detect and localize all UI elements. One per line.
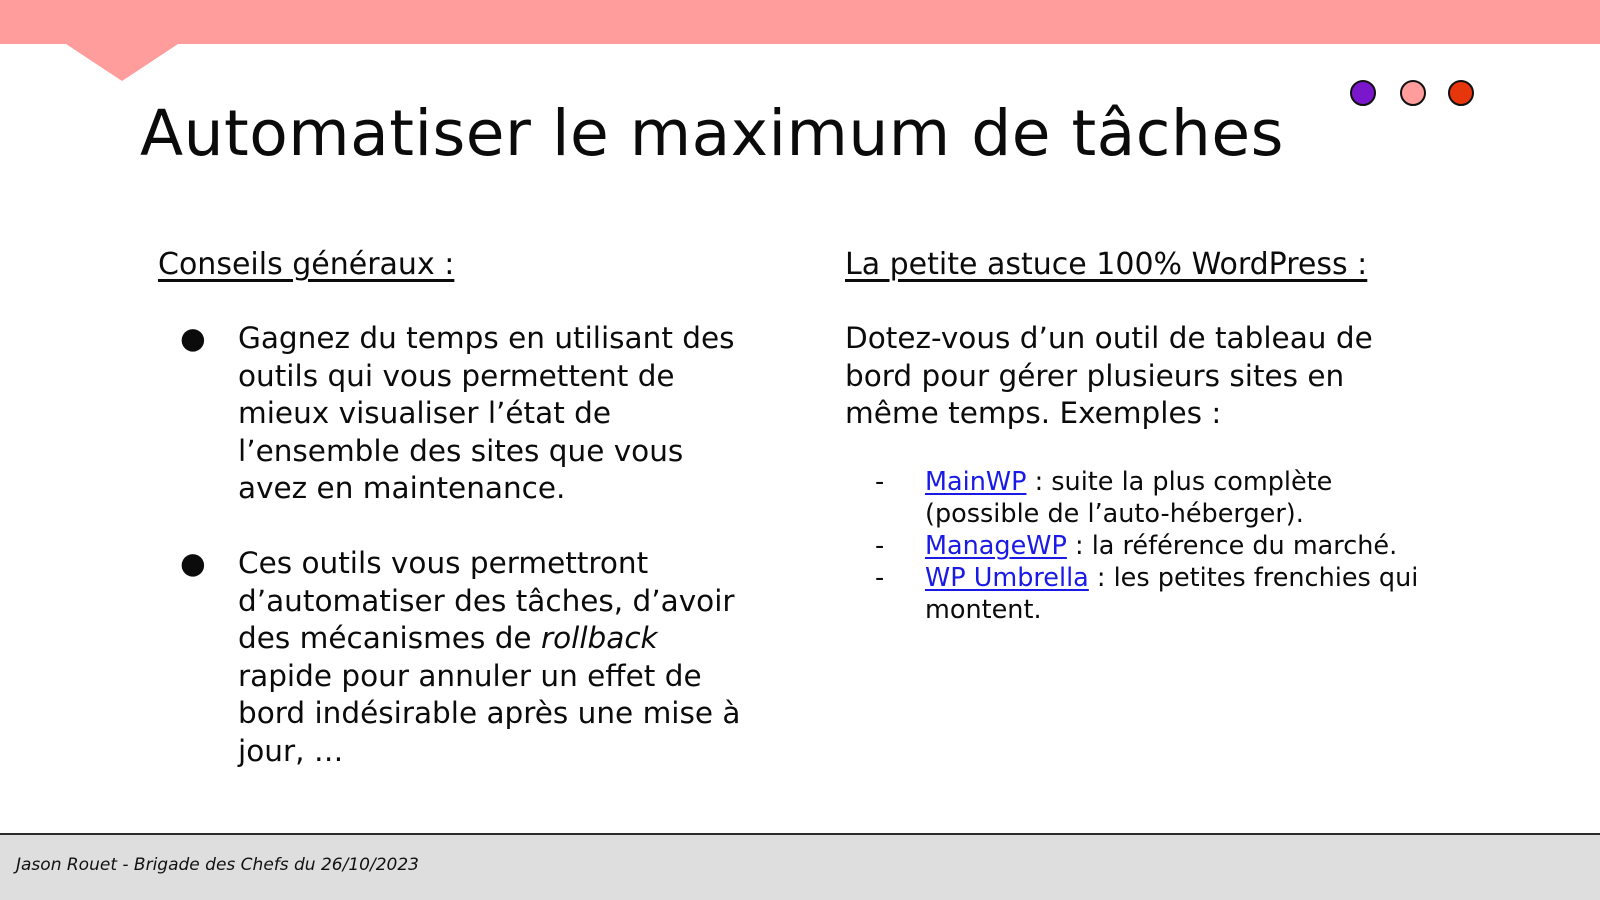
bullet-text: Gagnez du temps en utilisant des outils qui vous permettent de mieux visualiser l’état de l’ensemble des sites que vous avez en maintenance. — [238, 321, 735, 505]
left-column — [158, 245, 778, 768]
list-item — [178, 320, 758, 508]
example-desc: : la référence du marché. — [1066, 531, 1398, 561]
dash-icon: - — [875, 563, 885, 593]
top-notch — [66, 44, 178, 81]
slide-title: Automatiser le maximum de tâches — [140, 97, 1284, 170]
dash-icon: - — [875, 467, 885, 497]
wp-umbrella-link[interactable]: WP Umbrella — [925, 563, 1089, 593]
right-intro: Dotez-vous d’un outil de tableau de bord pour gérer plusieurs sites en même temps. Exemples : — [845, 321, 1373, 430]
tips-list — [178, 320, 758, 808]
bullet-text-end: rapide pour annuler un effet de bord indésirable après une mise à jour, … — [238, 658, 741, 768]
top-band — [0, 0, 1600, 44]
bullet-icon: ● — [180, 321, 206, 355]
list-item — [875, 530, 1435, 562]
example-desc: : suite la plus complète (possible de l’auto-héberger). — [925, 467, 1333, 529]
examples-list — [875, 466, 1435, 626]
list-item — [178, 545, 758, 770]
example-desc: : les petites frenchies qui montent. — [925, 563, 1419, 625]
list-item — [875, 562, 1435, 626]
footer-credit: Jason Rouet - Brigade des Chefs du 26/10/2023 — [16, 855, 419, 875]
orange-dot — [1448, 80, 1474, 106]
managewp-link[interactable]: ManageWP — [925, 531, 1067, 561]
right-column — [845, 245, 1445, 625]
footer-bar — [0, 833, 1600, 900]
list-item — [875, 466, 1435, 530]
bullet-text-start: Ces outils vous permettront d’automatiser des tâches, d’avoir des mécanismes de — [238, 546, 735, 655]
purple-dot — [1350, 80, 1376, 106]
pink-dot — [1400, 80, 1426, 106]
left-heading: Conseils généraux : — [158, 247, 455, 282]
right-heading: La petite astuce 100% WordPress : — [845, 247, 1368, 282]
bullet-emphasis: rollback — [540, 621, 658, 655]
mainwp-link[interactable]: MainWP — [925, 467, 1027, 497]
dash-icon: - — [875, 531, 885, 561]
bullet-icon: ● — [180, 546, 206, 580]
